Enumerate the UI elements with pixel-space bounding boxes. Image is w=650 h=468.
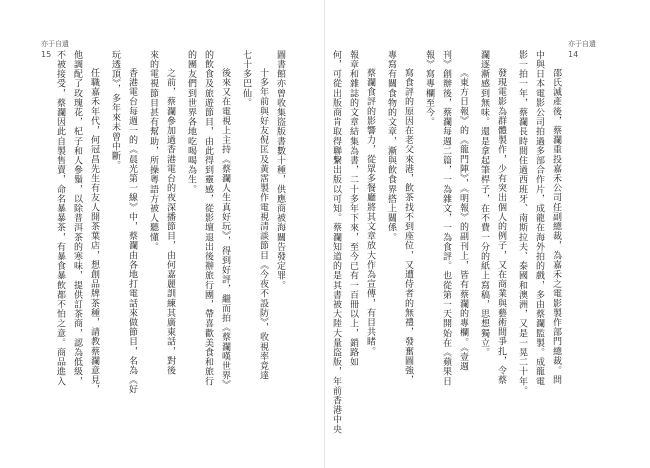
- text-column: 中與日本電影公司拍過多部合作片，成龍在海外拍的戲，多由蔡瀾監製。成龍電: [534, 50, 544, 386]
- text-column: 報章和雜誌的文章結集為書，二十多年下來，至今已有一百冊以上，銷路如: [348, 50, 358, 367]
- text-column: 後來又在電視上主持《蔡瀾人生真好玩》，得到好評，繼而拍《蔡瀾嘆世界》: [220, 68, 230, 390]
- text-column: 他調配了玫瑰花，杞子和人參鬚，以除普洱茶的寒味，提供訂茶商，認為低級，: [72, 50, 82, 386]
- right-running-head: [568, 40, 596, 60]
- left-running-head-title: 亦于自遺: [41, 40, 69, 48]
- text-column: 的飲食及旅遊節目，由此得到靈感，從影壇退出後辦旅行團，帶喜歡美食和旅行: [203, 50, 213, 386]
- left-page-number: 15: [41, 50, 52, 59]
- text-column: 香港電台每週一的《晨光第一線》中，蔡瀾由各地打電話來做節目，名為《好: [127, 68, 137, 395]
- text-column: 之前，蔡瀾參加過香港電台的夜深播節目，由何嘉麗訓練其廣東話，對後: [165, 68, 175, 376]
- text-column: 七十多巴仙。: [241, 50, 251, 108]
- text-column: 影一拍一年，蔡瀾長時間住過西班牙、南斯拉夫、泰國和澳洲，又是一晃二十年。: [517, 50, 527, 396]
- text-column: 發現電影為群體製作，少有突出個人的例子，又在商業與藝術間爭扎，令蔡: [496, 68, 506, 385]
- right-running-head-title: 亦于自遺: [568, 40, 596, 48]
- text-column: 寫食評的原因在老父來港，飲茶找不到座位，又遭侍者的無禮，發奮圖強，: [403, 68, 413, 385]
- text-column: 專寫有關食物的文章，漸與飲食界搭上關係。: [386, 50, 396, 242]
- text-column: 刊》創辦後，蔡瀾每週二篇，一為雜文，一為食評。也從第一天開始在《蘋果日: [441, 50, 451, 386]
- text-column: 任職嘉禾年代，何冠昌先生有友人開茶葉店，想創品牌茶種，請教蔡瀾意見，: [89, 68, 99, 395]
- text-column: 《東方日報》的《龍門陣》，《明報》的副刊上，皆有蔡瀾的專欄。《壹週: [458, 68, 468, 372]
- text-column: 來的電視節目甚有幫助，所操粵語方被人聽懂。: [148, 50, 158, 252]
- text-column: 玩透頂》，多年來未曾中斷。: [110, 50, 120, 171]
- text-column: 圖書館亦曾收集盜版書數十種，供應商被海關告發定罪。: [275, 50, 285, 290]
- text-column: 瀾逐漸感到無味。還是拿起筆桿子，在不費一分的紙上寫稿，思想獨立。: [479, 50, 489, 358]
- text-column: 的團友們到世界各地吃喝喝為生。: [186, 50, 196, 194]
- text-column: 何，可從出版商肯取得聯繫出版以可知。蔡瀾知道的是其書被大陸大量盜版，年前香港中央: [331, 50, 341, 434]
- text-column: 邵氏滅產後，蔡瀾重投嘉禾公司任副總裁，為嘉禾之電影製作部門總裁。問: [551, 68, 561, 385]
- right-page: [325, 0, 650, 468]
- text-column: 蔡瀾食評的影響力，從眾多餐廳將其文章放大作為宣傳，有目共睹。: [365, 68, 375, 356]
- text-column: 報》寫專欄至今。: [424, 50, 434, 127]
- right-page-number: 14: [568, 50, 579, 59]
- text-column: 不被接受，蔡瀾因此自製售賣，命名暴暴茶，有暴食暴飲都不怕之意。商品進入: [55, 50, 65, 386]
- text-column: 十多年前與好友倪匡及黃霑製作電視清談節目《今夜不設防》，收視率竟達: [258, 68, 268, 381]
